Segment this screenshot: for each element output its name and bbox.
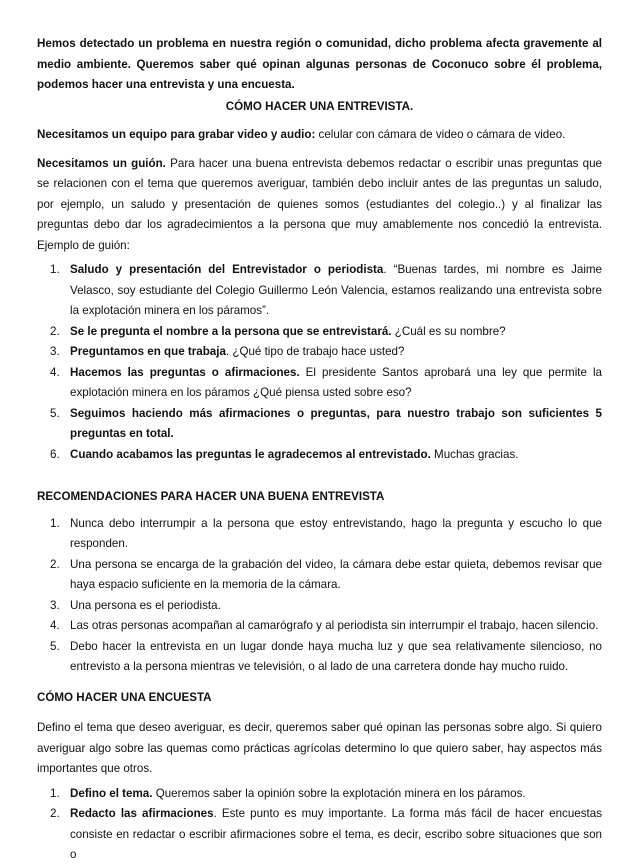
step-text: . “Buenas tardes, mi nombre es Jaime Velasco, soy estudiante del Colegio Guillermo León Valencia, estamos realizando una entrevista sobre la explotación minera en los páramos”. xyxy=(70,263,603,317)
list-number: 2. xyxy=(50,807,60,820)
list-number: 5. xyxy=(50,406,60,420)
recommendation-text: Las otras personas acompañan al camarógrafo y al periodista sin interrumpir el trabajo, hacen silencio. xyxy=(70,619,599,632)
step-text: Muchas gracias. xyxy=(430,447,519,461)
list-item xyxy=(37,596,602,617)
list-number: 1. xyxy=(50,786,60,800)
list-number: 5. xyxy=(50,639,60,653)
script-text: Para hacer una buena entrevista debemos redactar o escribir unas preguntas que se relacionen con el tema que queremos averiguar, también debo incluir antes de las preguntas un saludo, por ejemplo, un saludo y presentación de quienes somos (estudiantes del colegio..) y al finalizar las preguntas debo dar los agradecimientos a la persona que muy amablemente nos concedió la entrevista. Ejemplo de guión: xyxy=(37,156,602,252)
equipment-paragraph xyxy=(37,125,602,146)
step-bold: Preguntamos en que trabaja xyxy=(70,345,226,358)
step-text: El presidente Santos aprobará una ley que permite la explotación minera en los páramos ¿Qué piensa usted sobre eso? xyxy=(70,365,602,399)
step-text: . ¿Qué tipo de trabajo hace usted? xyxy=(225,345,405,358)
script-steps-list xyxy=(37,260,602,465)
list-item xyxy=(37,404,602,445)
list-number: 2. xyxy=(50,557,60,571)
survey-step-bold: Defino el tema. xyxy=(70,786,153,800)
step-bold: Seguimos haciendo más afirmaciones o preguntas, para nuestro trabajo son suficientes 5 preguntas en total. xyxy=(70,406,602,440)
equipment-label: Necesitamos un equipo para grabar video y audio: xyxy=(37,128,316,141)
list-item xyxy=(37,342,602,363)
list-item xyxy=(37,784,602,805)
list-number: 3. xyxy=(50,345,60,358)
recommendation-text: Una persona es el periodista. xyxy=(70,598,221,612)
survey-heading: CÓMO HACER UNA ENCUESTA xyxy=(37,690,212,704)
script-paragraph xyxy=(37,154,602,257)
survey-step-text: . Este punto es muy importante. La forma más fácil de hacer encuestas consiste en redactar o escribir afirmaciones sobre el tema, es decir, escribo sobre situaciones que son o xyxy=(70,807,602,861)
step-bold: Cuando acabamos las preguntas le agradecemos al entrevistado. xyxy=(70,447,431,461)
list-number: 3. xyxy=(50,598,60,612)
survey-steps-list xyxy=(37,784,602,866)
intro-paragraph: Hemos detectado un problema en nuestra región o comunidad, dicho problema afecta gravemente al medio ambiente. Queremos saber qué opinan algunas personas de Coconuco sobre él problema, podemos hacer una entrevista y una encuesta. xyxy=(37,37,602,91)
script-label: Necesitamos un guión. xyxy=(37,156,166,170)
recommendation-text: Una persona se encarga de la grabación del video, la cámara debe estar quieta, debemos revisar que haya espacio suficiente en la memoria de la cámara. xyxy=(70,557,602,591)
list-item xyxy=(37,555,602,596)
step-bold: Se le pregunta el nombre a la persona que se entrevistará. xyxy=(70,324,392,338)
list-number: 4. xyxy=(50,365,60,379)
list-item xyxy=(37,445,602,466)
step-bold: Saludo y presentación del Entrevistador o periodista xyxy=(70,263,384,276)
recommendations-heading: RECOMENDACIONES PARA HACER UNA BUENA ENTREVISTA xyxy=(37,490,385,503)
list-number: 1. xyxy=(50,263,60,276)
survey-step-text: Queremos saber la opinión sobre la explotación minera en los páramos. xyxy=(152,786,526,800)
list-item xyxy=(37,616,602,637)
list-number: 2. xyxy=(50,324,60,338)
recommendation-text: Debo hacer la entrevista en un lugar donde haya mucha luz y que sea relativamente silencioso, no entrevisto a la persona mientras ve televisión, o al lado de una carretera donde hay mucho ruido. xyxy=(70,639,602,673)
interview-title: CÓMO HACER UNA ENTREVISTA. xyxy=(225,99,414,113)
list-item xyxy=(37,514,602,555)
list-item xyxy=(37,804,602,866)
list-item xyxy=(37,260,602,322)
survey-step-bold: Redacto las afirmaciones xyxy=(70,807,214,820)
step-bold: Hacemos las preguntas o afirmaciones. xyxy=(70,365,300,379)
list-item xyxy=(37,637,602,678)
list-item xyxy=(37,322,602,343)
document-page xyxy=(37,34,602,866)
equipment-text: celular con cámara de video o cámara de video. xyxy=(315,128,566,141)
list-number: 4. xyxy=(50,619,60,632)
list-item xyxy=(37,363,602,404)
list-number: 1. xyxy=(50,516,60,530)
recommendation-text: Nunca debo interrumpir a la persona que estoy entrevistando, hago la pregunta y escucho lo que responden. xyxy=(70,516,602,550)
step-text: ¿Cuál es su nombre? xyxy=(391,324,506,338)
survey-intro: Defino el tema que deseo averiguar, es decir, queremos saber qué opinan las personas sobre algo. Si quiero averiguar algo sobre las quemas como prácticas agrícolas determino lo que quiero saber, hay aspectos más importantes que otros. xyxy=(37,721,602,775)
recommendations-list xyxy=(37,514,602,678)
list-number: 6. xyxy=(50,447,60,461)
